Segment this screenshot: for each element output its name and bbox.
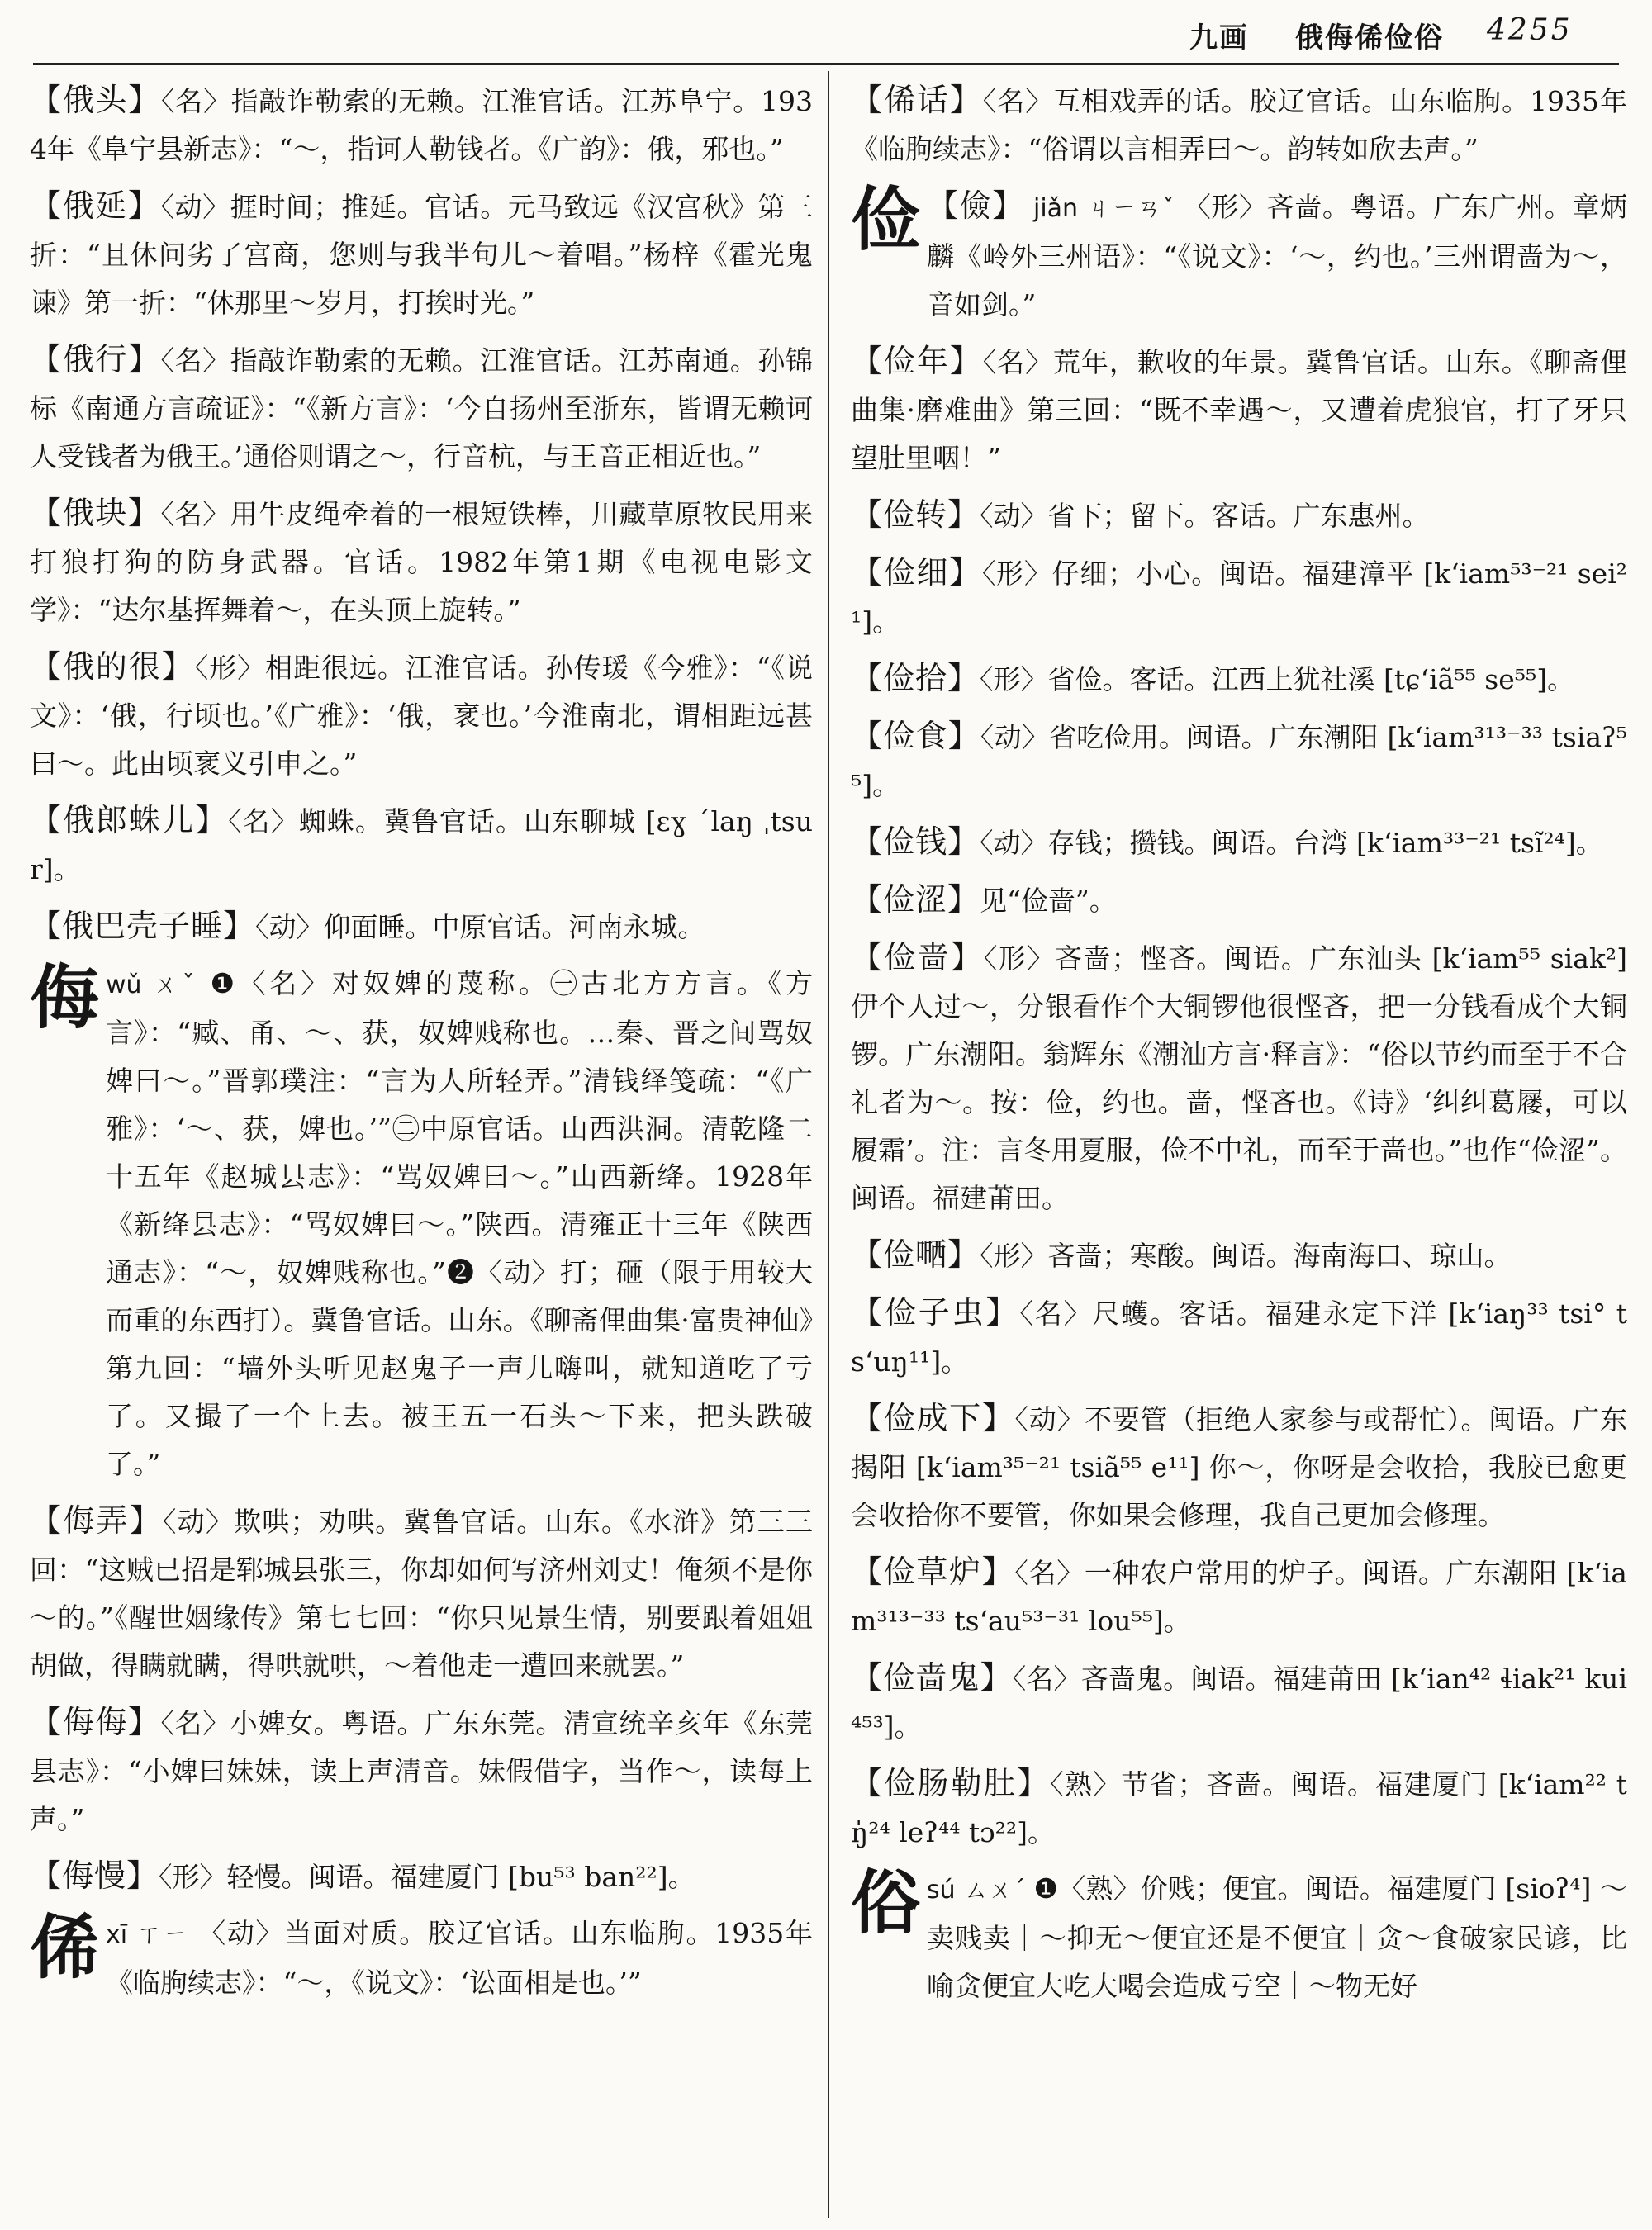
- entry-definition: 〈名〉吝啬鬼。闽语。福建莆田 [k‘ian⁴² ɬiak²¹ kui⁴⁵³]。: [851, 1663, 1627, 1743]
- entry-headword: 【俙话】: [851, 82, 983, 118]
- entry-headword: 【侮慢】: [30, 1858, 159, 1894]
- dictionary-entry: [851, 654, 1627, 704]
- dictionary-entry: [30, 489, 813, 634]
- dictionary-entry: [30, 1852, 813, 1901]
- entry-headword: 【俭子虫】: [851, 1294, 1020, 1331]
- dictionary-entry: [30, 76, 813, 173]
- entry-definition: 〈形〉吝啬；悭吝。闽语。广东汕头 [k‘iam⁵⁵ siak²] 伊个人过～，分银看作个大铜锣他很悭吝，把一分钱看成个大铜锣。广东潮阳。翁辉东《潮汕方言·释言》：“俗以节约而至于不合礼者为～。按：俭，约也。啬，悭吝也。《诗》‘纠纠葛屦，可以履霜’。注：言冬用夏服，俭不中礼，而至于啬也。”也作“俭涩”。闽语。福建莆田。: [851, 942, 1627, 1214]
- dictionary-entry: [851, 491, 1627, 540]
- dictionary-entry: [851, 875, 1627, 925]
- entry-definition: 〈形〉仔细；小心。闽语。福建漳平 [k‘iam⁵³⁻²¹ sei²¹]。: [851, 558, 1627, 638]
- dictionary-entry: [851, 1288, 1627, 1386]
- entry-definition: 〈动〉当面对质。胶辽官话。山东临朐。1935年《临朐续志》：“～，《说文》：‘讼面相是也。’”: [106, 1917, 813, 1999]
- entry-definition: 〈动〉省吃俭用。闽语。广东潮阳 [k‘iam³¹³⁻³³ tsiaʔ⁵⁵]。: [851, 721, 1627, 801]
- entry-headword: 【俭肠勒肚】: [851, 1765, 1051, 1801]
- entry-headword: 【俭钱】: [851, 823, 980, 860]
- entry-definition: 〈名〉指敲诈勒索的无赖。江淮官话。江苏南通。孙锦标《南通方言疏证》：“《新方言》：‘今自扬州至浙东，皆谓无赖诃人受钱者为俄王。’通俗则谓之～，行音杭，与王音正相近也。”: [30, 344, 813, 472]
- entry-definition: 〈熟〉节省；吝啬。闽语。福建厦门 [k‘iam²² tŋ̍²⁴ leʔ⁴⁴ tɔ²²]。: [851, 1768, 1627, 1848]
- dictionary-entry: [30, 643, 813, 788]
- entry-headword: 【俭年】: [851, 343, 983, 379]
- page-number: 4255: [1487, 13, 1573, 47]
- entry-character: 俗: [851, 1862, 921, 1943]
- entry-headword: 【俭涩】: [851, 881, 980, 918]
- entry-headword: 【侮侮】: [30, 1704, 161, 1740]
- dictionary-entry: [30, 1698, 813, 1843]
- entry-definition: 见“俭啬”。: [980, 885, 1117, 917]
- entry-variant: 【儉】: [927, 187, 1025, 224]
- entry-pinyin: sú ㄙㄨˊ: [927, 1876, 1034, 1905]
- dictionary-entry: [30, 902, 813, 951]
- entry-headword: 【俭成下】: [851, 1400, 1015, 1436]
- entry-headword: 【俄头】: [30, 82, 161, 118]
- entry-definition: 〈名〉一种农户常用的炉子。闽语。广东潮阳 [k‘iam³¹³⁻³³ ts‘au⁵³⁻³¹ lou⁵⁵]。: [851, 1557, 1627, 1637]
- entry-definition: ❶〈熟〉价贱；便宜。闽语。福建厦门 [sioʔ⁴] ～卖贱卖｜～抑无～便宜还是不便宜｜贪～食破家民谚，比喻贪便宜大吃大喝会造成亏空｜～物无好: [927, 1872, 1627, 2002]
- entry-definition: 〈形〉吝啬；寒酸。闽语。海南海口、琼山。: [980, 1240, 1512, 1272]
- dictionary-entry: [30, 335, 813, 481]
- entry-definition: ❶〈名〉对奴婢的蔑称。㊀古北方方言。《方言》：“臧、甬、～、获，奴婢贱称也。…秦、晋之间骂奴婢曰～。”晋郭璞注：“言为人所轻弄。”清钱绎笺疏：“《广雅》：‘～、获，婢也。’”㊁中原官话。山西洪洞。清乾隆二十五年《赵城县志》：“骂奴婢曰～。”山西新绛。1928年《新绛县志》：“骂奴婢曰～。”陕西。清雍正十三年《陕西通志》：“～，奴婢贱称也。”❷〈动〉打；砸（限于用较大而重的东西打）。冀鲁官话。山东。《聊斋俚曲集·富贵神仙》第九回：“墙外头听见赵鬼子一声儿嗨叫，就知道吃了亏了。又撮了一个上去。被王五一石头～下来，把头跌破了。”: [106, 967, 813, 1480]
- dictionary-entry: [30, 1497, 813, 1690]
- entry-headword: 【俭嗮】: [851, 1236, 980, 1273]
- dictionary-entry: [851, 818, 1627, 867]
- entry-character: 侮: [30, 957, 100, 1038]
- header-characters: 俄侮俙俭俗: [1295, 21, 1444, 55]
- entry-definition: 〈动〉欺哄；劝哄。冀鲁官话。山东。《水浒》第三三回：“这贼已招是郓城县张三，你却如何写济州刘丈！俺须不是你～的。”《醒世姻缘传》第七七回：“你只见景生情，别要跟着姐姐胡做，得瞒就瞒，得哄就哄，～着他走一遭回来就罢。”: [30, 1506, 813, 1682]
- dictionary-entry: [851, 1654, 1627, 1751]
- entry-definition: 〈名〉用牛皮绳牵着的一根短铁棒，川藏草原牧民用来打狼打狗的防身武器。官话。1982年第1期《电视电影文学》：“达尔基挥舞着～，在头顶上旋转。”: [30, 498, 813, 626]
- entry-headword: 【俭食】: [851, 718, 980, 754]
- dictionary-entry: [851, 1394, 1627, 1540]
- entry-definition: 〈动〉存钱；攒钱。闽语。台湾 [k‘iam³³⁻²¹ tsĩ²⁴]。: [980, 827, 1603, 859]
- entry-headword: 【俄行】: [30, 341, 161, 377]
- dictionary-entry: [851, 548, 1627, 646]
- left-column: [30, 76, 813, 2220]
- dictionary-entry: [30, 182, 813, 327]
- entry-pinyin: wǔ ㄨˇ: [106, 970, 211, 999]
- entry-headword: 【俭草炉】: [851, 1554, 1015, 1590]
- entry-definition: 〈动〉捱时间；推延。官话。元马致远《汉宫秋》第三折：“且休问劣了宫商，您则与我半句儿～着唱。”杨梓《霍光鬼谏》第一折：“休那里～岁月，打挨时光。”: [30, 191, 813, 319]
- entry-headword: 【俄延】: [30, 187, 161, 224]
- entry-pinyin: jiǎn ㄐㄧㄢˇ: [1024, 194, 1184, 223]
- entry-definition: 〈形〉省俭。客话。江西上犹社溪 [tɕ‘iã⁵⁵ se⁵⁵]。: [980, 663, 1575, 695]
- entry-definition: 〈名〉指敲诈勒索的无赖。江淮官话。江苏阜宁。1934年《阜宁县新志》：“～，指诃人勒钱者。《广韵》：俄，邪也。”: [30, 85, 813, 165]
- dictionary-entry: [851, 1759, 1627, 1857]
- dictionary-entry: [851, 1231, 1627, 1280]
- dictionary-entry: [30, 796, 813, 894]
- entry-definition: 〈动〉省下；留下。客话。广东惠州。: [980, 500, 1430, 532]
- page-header: [0, 0, 1652, 66]
- dictionary-entry: [851, 337, 1627, 482]
- entry-definition: 〈名〉荒年，歉收的年景。冀鲁官话。山东。《聊斋俚曲集·磨难曲》第三回：“既不幸遇～，又遭着虎狼官，打了牙只望肚里咽！”: [851, 346, 1627, 474]
- right-column: [851, 76, 1627, 2220]
- entry-headword: 【俄巴壳子睡】: [30, 908, 256, 944]
- entry-definition: 〈名〉尺蠖。客话。福建永定下洋 [k‘iaŋ³³ tsi° ts‘uŋ¹¹]。: [851, 1298, 1627, 1378]
- dictionary-entry: [851, 712, 1627, 809]
- entry-definition: 〈形〉轻慢。闽语。福建厦门 [bu⁵³ ban²²]。: [159, 1861, 695, 1893]
- entry-character: 俭: [851, 179, 921, 260]
- column-divider: [828, 71, 829, 2218]
- character-entry: [30, 1907, 813, 2007]
- dictionary-entry: [851, 76, 1627, 173]
- entry-headword: 【俄块】: [30, 495, 161, 531]
- entry-headword: 【俄郎蛛儿】: [30, 802, 229, 838]
- entry-character: 俙: [30, 1907, 100, 1988]
- entry-definition: 〈动〉仰面睡。中原官话。河南永城。: [255, 911, 705, 943]
- dictionary-entry: [851, 933, 1627, 1222]
- entry-headword: 【俭拾】: [851, 660, 980, 696]
- entry-headword: 【俭转】: [851, 496, 980, 533]
- entry-headword: 【俄的很】: [30, 648, 195, 685]
- entry-headword: 【俭啬】: [851, 939, 984, 975]
- entry-headword: 【俭细】: [851, 554, 982, 591]
- entry-headword: 【侮弄】: [30, 1502, 163, 1539]
- character-entry: [851, 1862, 1627, 2010]
- section-label: 九画: [1189, 21, 1249, 55]
- header-rule: [33, 63, 1619, 65]
- entry-definition: 〈名〉蜘蛛。冀鲁官话。山东聊城 [ɛɣ ˊlaŋ ˌtsur]。: [30, 805, 813, 885]
- entry-definition: 〈形〉吝啬。粤语。广东广州。章炳麟《岭外三州语》：“《说文》：‘～，约也。’三州谓啬为～，音如剑。”: [927, 191, 1627, 320]
- entry-pinyin: xī ㄒㄧ: [106, 1920, 199, 1949]
- character-entry: [851, 179, 1627, 329]
- entry-definition: 〈名〉小婢女。粤语。广东东莞。清宣统辛亥年《东莞县志》：“小婢曰妹妹，读上声清音。妹假借字，当作～，读每上声。”: [30, 1707, 813, 1835]
- entry-definition: 〈形〉相距很远。江淮官话。孙传瑗《今雅》：“《说文》：‘俄，行顷也。’《广雅》：‘俄，衺也。’今淮南北，谓相距远甚曰～。此由顷衺义引申之。”: [30, 652, 813, 780]
- entry-definition: 〈名〉互相戏弄的话。胶辽官话。山东临朐。1935年《临朐续志》：“俗谓以言相弄曰～。韵转如欣去声。”: [851, 85, 1627, 165]
- dictionary-entry: [851, 1548, 1627, 1645]
- entry-headword: 【俭啬鬼】: [851, 1659, 1013, 1696]
- entry-definition: 〈动〉不要管（拒绝人家参与或帮忙）。闽语。广东揭阳 [k‘iam³⁵⁻²¹ tsiã⁵⁵ e¹¹] 你～，你呀是会收拾，我胶已愈更会收拾你不要管，你如果会修理，我自己更加会修理。: [851, 1403, 1627, 1531]
- character-entry: [30, 957, 813, 1488]
